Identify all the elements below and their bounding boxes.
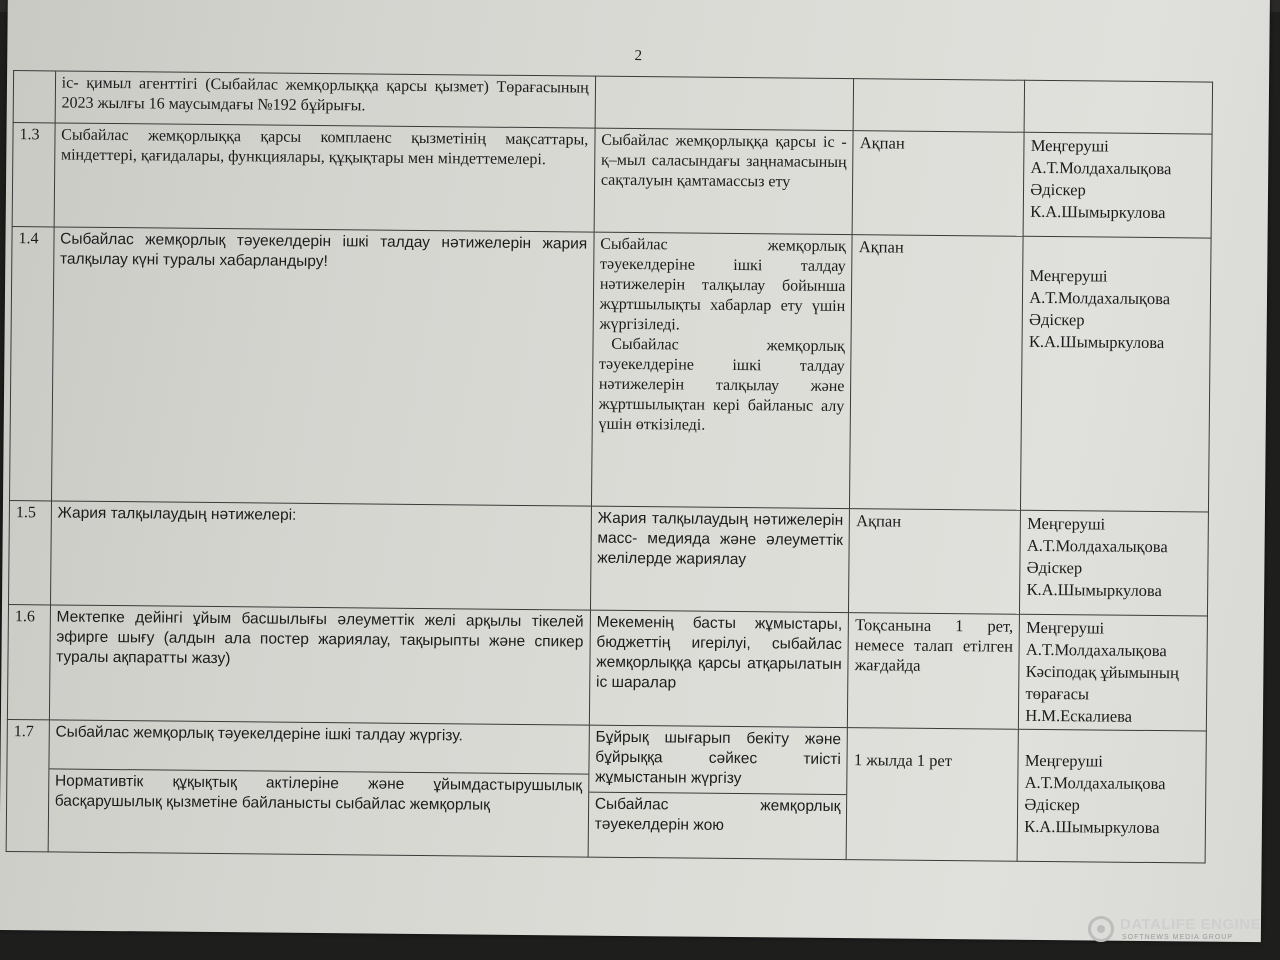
responsible-name: А.Т.Молдахалықова — [1025, 639, 1167, 661]
result-text: Сыбайлас жемқорлық тәуекелдерін жою — [589, 792, 847, 839]
responsible-name: К.А.Шымыркулова — [1028, 331, 1165, 353]
result-text: Бұйрық шығарып бекіту және бұйрыққа сәйкес тиісті жұмыстанын жүргізу — [595, 728, 842, 788]
plan-table — [6, 70, 1213, 863]
result-cell: Сыбайлас жемқорлыққа қарсы іс - қ–мыл саласындағы заңнамасының сақталуын қамтамассыз ету — [594, 128, 854, 234]
page-number: 2 — [634, 48, 643, 65]
responsible-cell — [1019, 614, 1208, 731]
table-row — [9, 501, 1209, 617]
responsible-cell — [1024, 80, 1212, 134]
responsible-position: Кәсіподақ ұйымының төрағасы — [1025, 661, 1179, 704]
activity-cell: Мектепке дейінгі ұйым басшылығы әлеуметтік желі арқылы тікелей эфирге шығу (алдын ала постер жариялау, тақырыпты және спикер туралы ақпаратты жазу) — [49, 605, 590, 725]
responsible-cell — [1023, 132, 1212, 238]
watermark-subtitle: SOFTNEWS MEDIA GROUP — [1122, 934, 1234, 941]
responsible-position: Әдіскер — [1024, 794, 1080, 815]
result-cell — [588, 725, 848, 859]
row-number: 1.4 — [10, 227, 54, 501]
table-row — [7, 605, 1207, 732]
result-cell: Жария талқылаудың нәтижелерін масс- медияда және әлеуметтік желілерде жариялау — [590, 506, 850, 612]
responsible-position: Меңгеруші — [1029, 265, 1108, 286]
term-cell: Ақпан — [850, 235, 1024, 511]
term-cell: 1 жылда 1 рет — [846, 728, 1018, 862]
row-number: 1.6 — [7, 605, 50, 720]
row-number — [13, 71, 55, 123]
activity-cell: іс- қимыл агенттігі (Сыбайлас жемқорлыққа қарсы қызмет) Төрағасының 2023 жылғы 16 маусымдағы №192 бұйрығы. — [55, 71, 596, 128]
term-cell: Ақпан — [849, 509, 1021, 615]
table-row — [10, 227, 1212, 512]
row-number: 1.3 — [12, 123, 55, 227]
responsible-position: Меңгеруші — [1030, 135, 1109, 156]
responsible-name: К.А.Шымыркулова — [1024, 816, 1160, 838]
table-row — [6, 720, 1206, 864]
responsible-position: Әдіскер — [1026, 557, 1083, 578]
activity-cell: Сыбайлас жемқорлық тәуекелдерін ішкі талдау нәтижелерін жария талқылау күні туралы хабарландыру! — [51, 227, 594, 506]
datalife-logo-icon — [1088, 916, 1114, 942]
result-cell: Мекеменің басты жұмыстары, бюджеттің игерілуі, сыбайлас жемқорлыққа қарсы атқарылатын іс шаралар — [589, 610, 849, 727]
result-text: Сыбайлас жемқорлық тәуекелдеріне ішкі талдау нәтижелерін талқылау бойынша жұртшылықты хабарлар ету үшін жүргізіледі. — [599, 235, 846, 334]
responsible-position: Әдіскер — [1029, 309, 1085, 330]
table-row — [12, 123, 1212, 239]
watermark-title: DATALIFE ENGINE — [1120, 916, 1262, 933]
responsible-position: Меңгеруші — [1027, 513, 1106, 534]
activity-text: Нормативтік құқықтық актілеріне және ұйымдастырушылық басқарушылық қызметіне байланысты сыбайлас жемқорлық — [49, 769, 588, 819]
result-cell — [591, 232, 852, 508]
activity-cell: Сыбайлас жемқорлыққа қарсы комплаенс қызметінің мақсаттары, міндеттері, қағидалары, функциялары, құқықтары мен міндеттемелері. — [54, 123, 595, 232]
responsible-name: А.Т.Молдахалықова — [1026, 535, 1168, 557]
term-cell — [853, 79, 1024, 133]
watermark — [1088, 914, 1268, 950]
responsible-cell — [1021, 236, 1211, 512]
responsible-position: Әдіскер — [1030, 179, 1086, 200]
term-cell: Ақпан — [852, 131, 1024, 237]
activity-text: Сыбайлас жемқорлық тәуекелдеріне ішкі талдау жүргізу. — [55, 723, 463, 745]
row-number: 1.7 — [6, 720, 49, 852]
activity-cell: Жария талқылаудың нәтижелері: — [50, 501, 591, 610]
row-number: 1.5 — [9, 501, 52, 605]
result-text: Сыбайлас жемқорлық тәуекелдеріне ішкі талдау нәтижелерін талқылау және жұртшылықтан кері байланыс алу үшін өткізіледі. — [598, 335, 845, 434]
activity-cell — [48, 720, 589, 857]
responsible-name: К.А.Шымыркулова — [1030, 201, 1166, 223]
activity-subtable — [49, 720, 589, 818]
result-subtable — [589, 726, 848, 839]
responsible-cell — [1017, 729, 1206, 863]
term-cell: Тоқсанына 1 рет, немесе талап етілген жағдайда — [848, 613, 1020, 730]
responsible-name: Н.М.Ескалиева — [1025, 705, 1133, 726]
responsible-position: Меңгеруші — [1024, 750, 1104, 771]
responsible-position: Меңгеруші — [1026, 617, 1105, 638]
responsible-name: К.А.Шымыркулова — [1026, 579, 1162, 601]
responsible-cell — [1020, 510, 1209, 616]
responsible-name: А.Т.Молдахалықова — [1030, 157, 1172, 179]
result-cell — [595, 76, 854, 130]
responsible-name: А.Т.Молдахалықова — [1029, 287, 1171, 309]
responsible-name: А.Т.Молдахалықова — [1024, 772, 1166, 794]
